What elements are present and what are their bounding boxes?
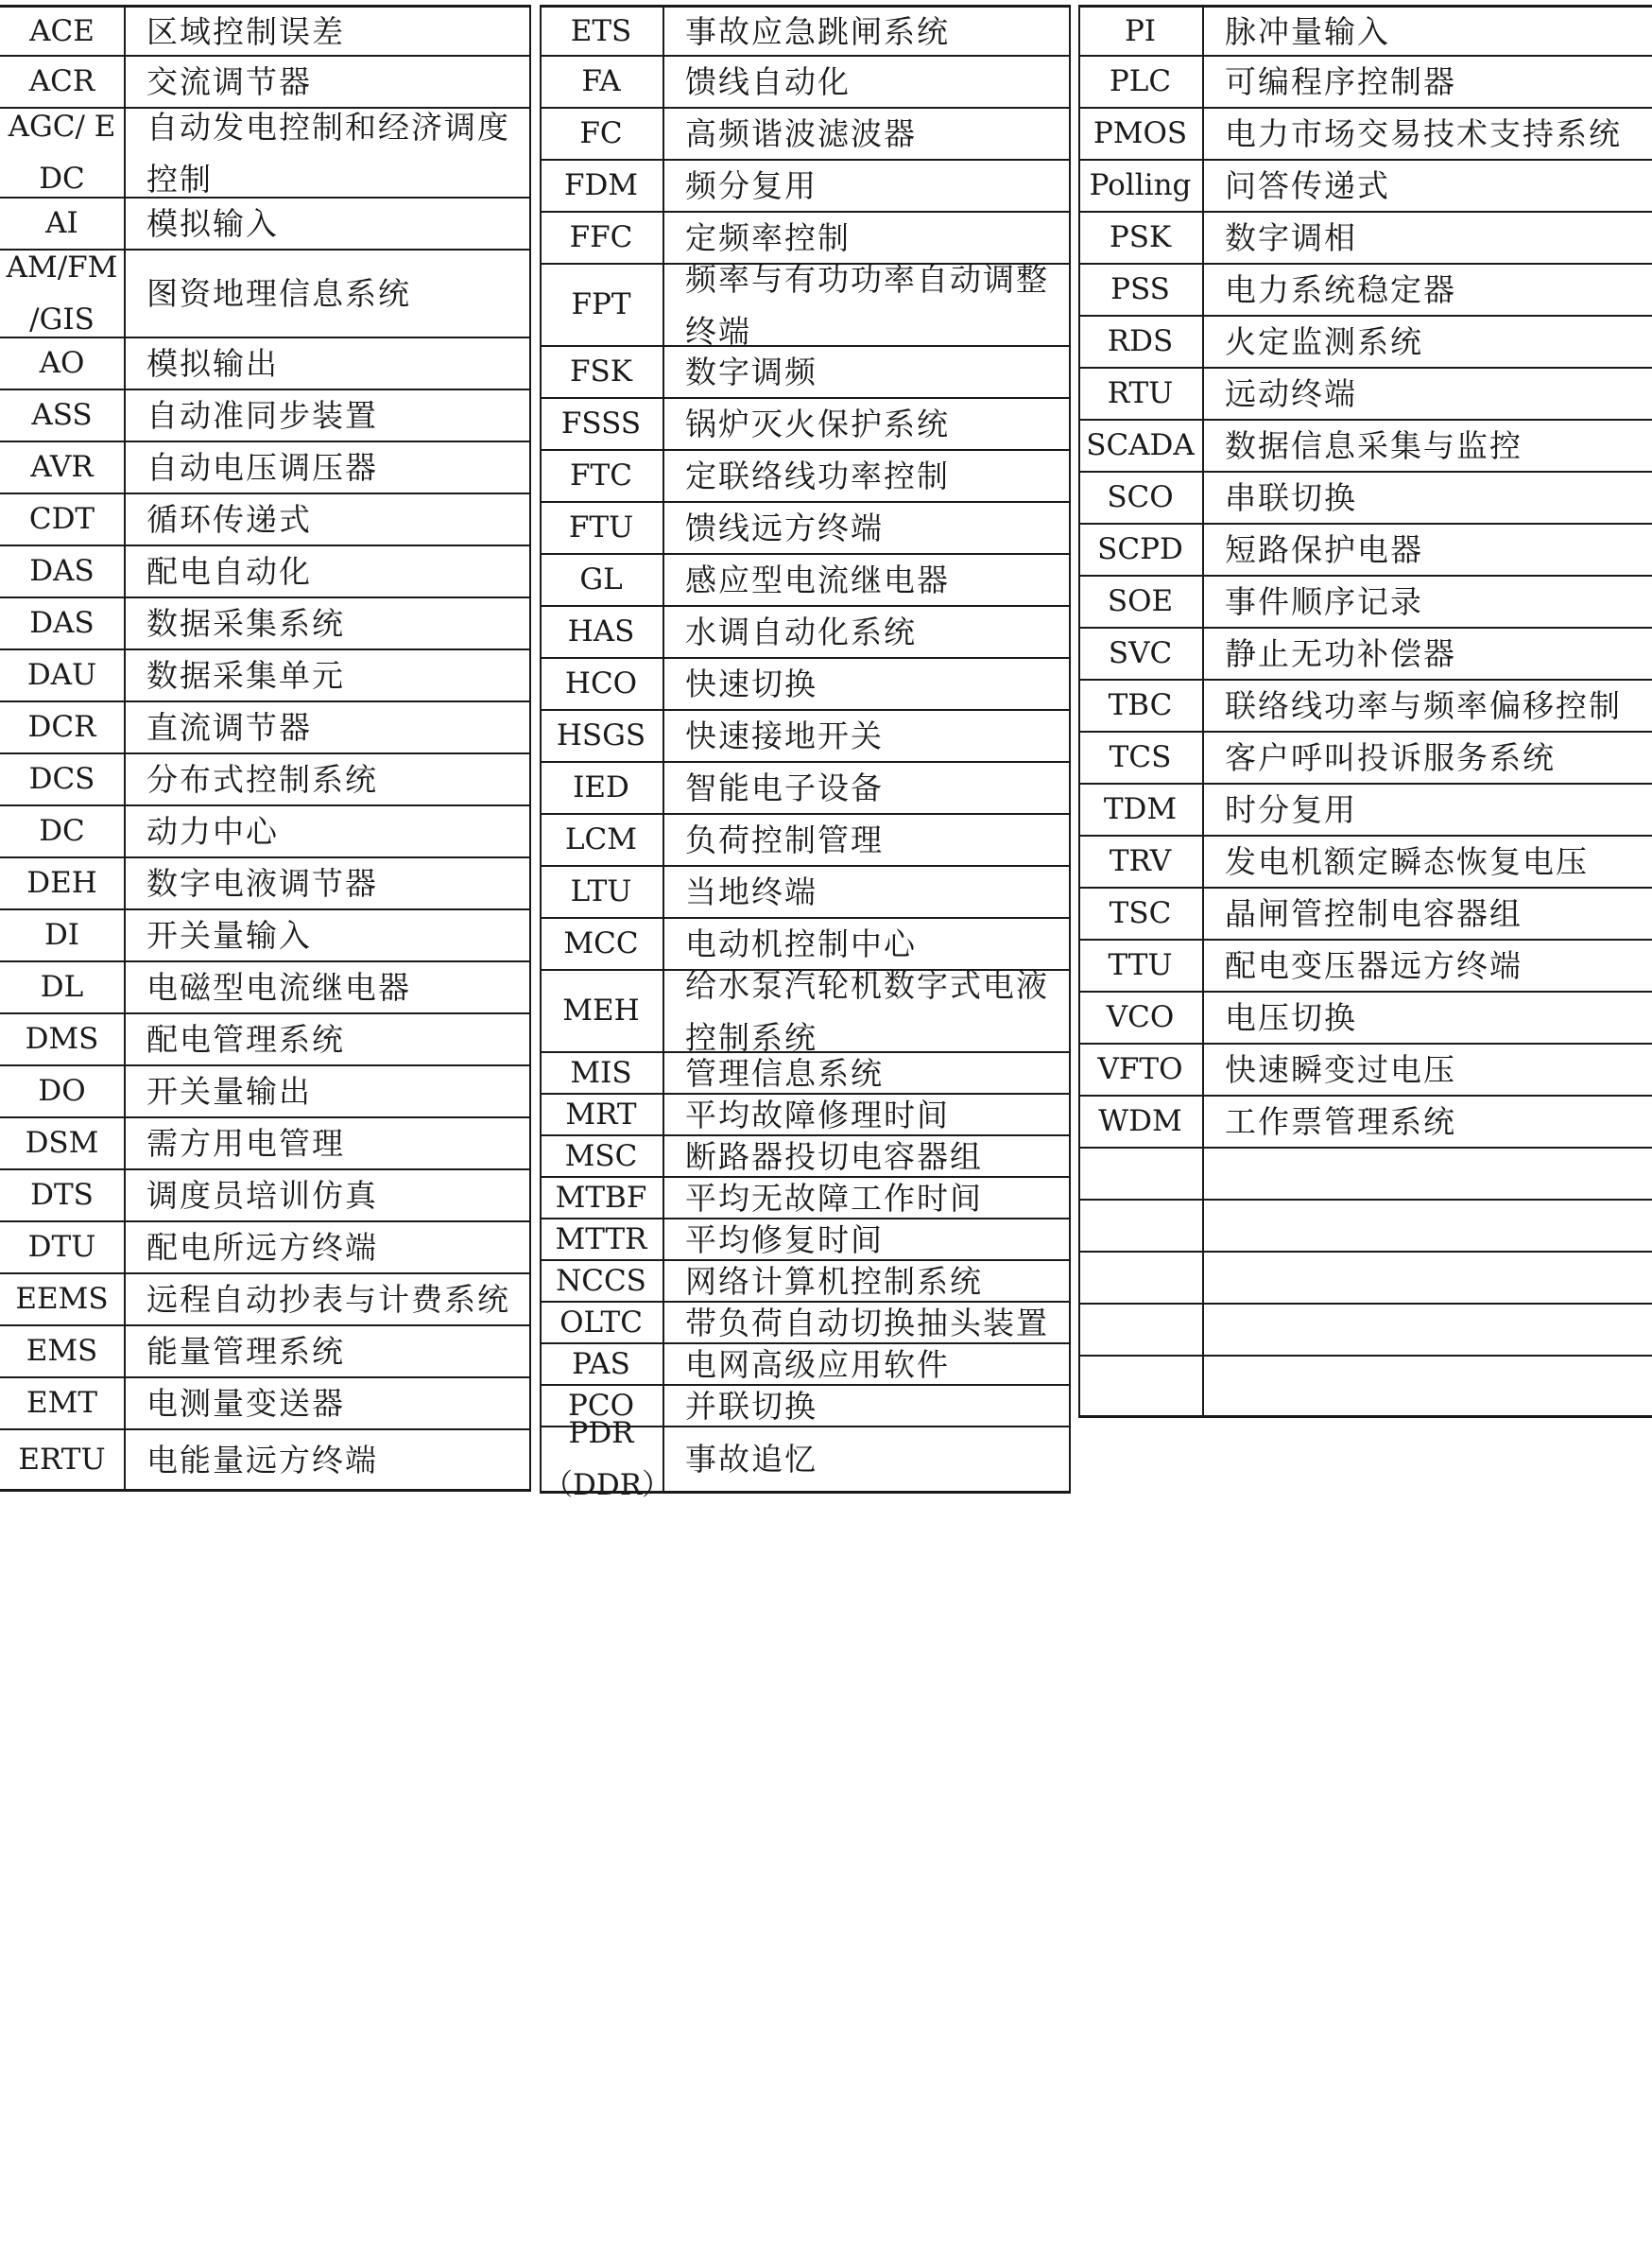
table-row (0, 650, 531, 702)
table-row (540, 260, 1071, 350)
abbreviation-cell: RDS (1078, 317, 1204, 367)
table-row (1078, 629, 1652, 681)
table-row (540, 347, 1071, 399)
description-cell: 网络计算机控制系统 (685, 1262, 983, 1300)
description-cell: 模拟输入 (146, 205, 279, 242)
description-cell: 快速切换 (685, 666, 817, 702)
abbreviation-cell: TBC (1078, 681, 1204, 731)
description-cell: 电网高级应用软件 (685, 1345, 950, 1383)
description-cell: 事件顺序记录 (1225, 583, 1423, 620)
description-cell: 调度员培训仿真 (146, 1177, 378, 1214)
table-row (540, 399, 1071, 451)
abbreviation-cell: LTU (540, 867, 664, 917)
abbreviation-cell: DMS (0, 1014, 126, 1064)
table-row (0, 1014, 531, 1066)
description-cell: 给水泵汽轮机数字式电液控制系统 (685, 966, 1049, 1056)
abbreviation-cell: SCPD (1078, 525, 1204, 575)
description-cell: 快速瞬变过电压 (1225, 1051, 1456, 1088)
description-cell: 区域控制误差 (146, 12, 345, 50)
abbreviation-cell: DI (0, 910, 126, 960)
table-row (1078, 473, 1652, 525)
abbreviation-cell: EMT (0, 1378, 126, 1428)
abbreviation-cell: NCCS (540, 1261, 664, 1301)
table-row (1078, 837, 1652, 889)
description-cell: 馈线远方终端 (685, 510, 884, 546)
description-cell: 平均修复时间 (685, 1220, 884, 1258)
table-column-1 (0, 5, 531, 1492)
abbreviation-cell: PCO (540, 1386, 664, 1426)
description-cell: 配电管理系统 (146, 1021, 345, 1058)
abbreviation-cell: FFC (540, 213, 664, 263)
abbreviation-cell: ACR (0, 57, 126, 107)
description-cell: 频率与有功功率自动调整终端 (685, 260, 1049, 350)
table-row (1078, 525, 1652, 577)
description-cell (1204, 1253, 1652, 1303)
description-cell: 开关量输入 (146, 917, 312, 954)
abbreviation-cell: ACE (0, 8, 126, 55)
description-cell: 短路保护电器 (1225, 531, 1423, 568)
description-cell: 智能电子设备 (685, 770, 884, 806)
abbreviation-cell: DTS (0, 1170, 126, 1220)
table-row (1078, 161, 1652, 213)
table-row (0, 442, 531, 494)
abbreviation-cell: DSM (0, 1118, 126, 1168)
description-cell: 发电机额定瞬态恢复电压 (1225, 843, 1589, 880)
abbreviation-cell: FPT (540, 265, 664, 345)
table-row (540, 109, 1071, 161)
table-row (0, 598, 531, 650)
abbreviation-cell: Polling (1078, 161, 1204, 211)
description-cell: 电力市场交易技术支持系统 (1225, 115, 1622, 152)
description-cell: 数字电液调节器 (146, 865, 378, 902)
description-cell: 电磁型电流继电器 (146, 969, 411, 1006)
abbreviation-cell (1078, 1357, 1204, 1415)
description-cell: 分布式控制系统 (146, 761, 378, 798)
abbreviation-cell: SCO (1078, 473, 1204, 523)
abbreviation-cell: DAS (0, 546, 126, 597)
description-cell: 锅炉灭火保护系统 (685, 406, 950, 442)
table-row (0, 1326, 531, 1378)
abbreviation-cell: PMOS (1078, 109, 1204, 159)
description-cell: 晶闸管控制电容器组 (1225, 895, 1523, 932)
table-row (540, 555, 1071, 607)
table-row (0, 338, 531, 390)
abbreviation-cell (1078, 1201, 1204, 1251)
abbreviation-cell: WDM (1078, 1097, 1204, 1147)
table-row (1078, 993, 1652, 1045)
description-cell: 管理信息系统 (685, 1054, 884, 1092)
abbreviation-cell: HSGS (540, 711, 664, 761)
description-cell: 配电变压器远方终端 (1225, 947, 1523, 984)
table-row (0, 390, 531, 442)
description-cell: 电力系统稳定器 (1225, 271, 1456, 308)
table-row (1078, 213, 1652, 265)
description-cell (1204, 1149, 1652, 1199)
description-cell: 脉冲量输入 (1225, 12, 1390, 50)
description-cell: 高频谐波滤波器 (685, 115, 917, 152)
description-cell: 问答传递式 (1225, 167, 1390, 204)
table-row (540, 503, 1071, 555)
table-row (1078, 265, 1652, 317)
table-row (1078, 1149, 1652, 1201)
description-cell: 电动机控制中心 (685, 925, 917, 962)
table-row (540, 815, 1071, 867)
table-row (1078, 1305, 1652, 1357)
description-cell: 时分复用 (1225, 791, 1357, 828)
table-row (0, 8, 531, 57)
description-cell: 电测量变送器 (146, 1385, 345, 1422)
description-cell: 定频率控制 (685, 219, 851, 256)
description-cell: 平均故障修理时间 (685, 1096, 950, 1133)
abbreviation-cell: DCR (0, 702, 126, 752)
description-cell: 需方用电管理 (146, 1125, 345, 1162)
description-cell: 电压切换 (1225, 999, 1357, 1036)
description-cell: 循环传递式 (146, 501, 312, 538)
description-cell: 开关量输出 (146, 1073, 312, 1110)
table-row (0, 1378, 531, 1430)
table-column-3 (1078, 5, 1652, 1418)
table-row (0, 1274, 531, 1326)
abbreviation-cell: AO (0, 338, 126, 389)
abbreviation-cell: MIS (540, 1053, 664, 1093)
table-row (0, 858, 531, 910)
table-row (540, 1415, 1071, 1502)
table-row (540, 763, 1071, 815)
table-row (0, 494, 531, 546)
description-cell (1204, 1201, 1652, 1251)
abbreviation-cell: CDT (0, 494, 126, 545)
abbreviation-cell: SCADA (1078, 421, 1204, 471)
abbreviation-cell: MCC (540, 919, 664, 969)
abbreviation-cell: HCO (540, 659, 664, 709)
abbreviation-cell: DAS (0, 598, 126, 648)
abbreviation-cell: MSC (540, 1136, 664, 1176)
abbreviation-cell: PLC (1078, 57, 1204, 107)
description-cell: 自动准同步装置 (146, 397, 378, 434)
description-cell: 能量管理系统 (146, 1333, 345, 1370)
abbreviation-cell: TCS (1078, 733, 1204, 783)
description-cell: 数字调相 (1225, 219, 1357, 256)
table-row (1078, 57, 1652, 109)
abbreviation-cell: FTC (540, 451, 664, 501)
abbreviation-cell: ETS (540, 8, 664, 55)
description-cell: 带负荷自动切换抽头装置 (685, 1304, 1049, 1341)
description-cell: 事故应急跳闸系统 (685, 12, 950, 50)
abbreviation-cell: GL (540, 555, 664, 605)
table-row (1078, 109, 1652, 161)
table-row (1078, 1253, 1652, 1305)
table-row (0, 1066, 531, 1118)
description-cell: 交流调节器 (146, 63, 312, 100)
description-cell: 水调自动化系统 (685, 614, 917, 650)
abbreviation-cell: DTU (0, 1222, 126, 1272)
description-cell: 可编程序控制器 (1225, 63, 1456, 100)
abbreviation-cell: MTBF (540, 1178, 664, 1218)
abbreviation-cell: TSC (1078, 889, 1204, 939)
abbreviation-cell: AGC/ EDC (0, 109, 126, 197)
table-row (1078, 577, 1652, 629)
abbreviation-cell: FC (540, 109, 664, 159)
description-cell: 快速接地开关 (685, 718, 884, 754)
abbreviation-cell: SOE (1078, 577, 1204, 627)
abbreviation-cell: PSK (1078, 213, 1204, 263)
abbreviation-cell (1078, 1253, 1204, 1303)
table-row (540, 966, 1071, 1056)
description-cell: 配电所远方终端 (146, 1229, 378, 1266)
table-row (540, 867, 1071, 919)
description-cell: 数据采集系统 (146, 605, 345, 642)
abbreviation-cell: VFTO (1078, 1045, 1204, 1095)
abbreviation-cell: TDM (1078, 785, 1204, 835)
table-row (0, 1222, 531, 1274)
table-row (1078, 421, 1652, 473)
description-cell: 平均无故障工作时间 (685, 1179, 983, 1217)
description-cell: 并联切换 (685, 1387, 817, 1425)
abbreviation-cell: EMS (0, 1326, 126, 1376)
description-cell: 远动终端 (1225, 375, 1357, 412)
table-row (540, 607, 1071, 659)
description-cell: 电能量远方终端 (146, 1441, 378, 1478)
abbreviation-cell: AVR (0, 442, 126, 493)
abbreviation-cell: DL (0, 962, 126, 1012)
abbreviation-cell: FA (540, 57, 664, 107)
table-row (1078, 785, 1652, 837)
table-row (0, 806, 531, 858)
description-cell: 模拟输出 (146, 345, 279, 382)
description-cell: 负荷控制管理 (685, 821, 884, 858)
abbreviation-cell: FSK (540, 347, 664, 397)
description-cell: 断路器投切电容器组 (685, 1137, 983, 1175)
table-row (0, 251, 531, 338)
abbreviation-cell (1078, 1305, 1204, 1355)
table-row (540, 8, 1071, 57)
table-column-2 (540, 5, 1071, 1502)
description-cell: 自动电压调压器 (146, 449, 378, 486)
abbreviation-cell: PI (1078, 8, 1204, 55)
table-row (540, 161, 1071, 213)
table-row (1078, 681, 1652, 733)
table-row (0, 754, 531, 806)
abbreviation-cell: ERTU (0, 1430, 126, 1489)
abbreviation-cell: VCO (1078, 993, 1204, 1043)
abbreviation-cell: FSSS (540, 399, 664, 449)
description-cell: 配电自动化 (146, 553, 312, 590)
table-row (540, 451, 1071, 503)
description-cell: 静止无功补偿器 (1225, 635, 1456, 672)
description-cell: 动力中心 (146, 813, 279, 850)
table-row (1078, 941, 1652, 993)
table-row (1078, 317, 1652, 369)
description-cell: 频分复用 (685, 167, 817, 204)
table-row (1078, 369, 1652, 421)
abbreviation-cell: MEH (540, 971, 664, 1051)
abbreviation-cell: HAS (540, 607, 664, 657)
table-row (0, 109, 531, 199)
abbreviation-cell: DCS (0, 754, 126, 804)
description-cell (1204, 1357, 1652, 1415)
table-row (1078, 8, 1652, 57)
abbreviation-cell: PAS (540, 1344, 664, 1384)
description-cell: 图资地理信息系统 (146, 275, 411, 312)
description-cell: 馈线自动化 (685, 63, 851, 100)
abbreviation-cell: TRV (1078, 837, 1204, 887)
table-row (1078, 1045, 1652, 1097)
table-row (0, 546, 531, 598)
description-cell (1204, 1305, 1652, 1355)
description-cell: 数据采集单元 (146, 657, 345, 694)
description-cell: 直流调节器 (146, 709, 312, 746)
abbreviation-cell: FTU (540, 503, 664, 553)
table-row (1078, 889, 1652, 941)
description-cell: 火定监测系统 (1225, 323, 1423, 360)
abbreviation-cell: TTU (1078, 941, 1204, 991)
table-row (540, 57, 1071, 109)
table-row (0, 1170, 531, 1222)
description-cell: 数字调频 (685, 354, 817, 390)
table-row (0, 962, 531, 1014)
description-cell: 串联切换 (1225, 479, 1357, 516)
table-row (1078, 1097, 1652, 1149)
abbreviation-cell: EEMS (0, 1274, 126, 1324)
abbreviation-cell: PSS (1078, 265, 1204, 315)
table-row (0, 1430, 531, 1489)
description-cell: 工作票管理系统 (1225, 1103, 1456, 1140)
description-cell: 感应型电流继电器 (685, 562, 950, 598)
table-row (540, 711, 1071, 763)
abbreviation-cell: DEH (0, 858, 126, 908)
description-cell: 数据信息采集与监控 (1225, 427, 1523, 464)
description-cell: 定联络线功率控制 (685, 458, 950, 494)
abbreviation-cell: OLTC (540, 1303, 664, 1342)
abbreviation-cell: LCM (540, 815, 664, 865)
description-cell: 联络线功率与频率偏移控制 (1225, 687, 1622, 724)
description-cell: 自动发电控制和经济调度控制 (146, 108, 510, 198)
abbreviation-cell: MTTR (540, 1219, 664, 1259)
abbreviation-cell: DO (0, 1066, 126, 1116)
abbreviation-cell: IED (540, 763, 664, 813)
description-cell: 当地终端 (685, 873, 817, 910)
table-row (540, 659, 1071, 711)
abbreviation-cell: SVC (1078, 629, 1204, 679)
abbreviation-cell: AM/FM /GIS (0, 251, 126, 337)
table-row (0, 910, 531, 962)
abbreviation-cell: FDM (540, 161, 664, 211)
abbreviation-cell: ASS (0, 390, 126, 441)
description-cell: 远程自动抄表与计费系统 (146, 1281, 510, 1318)
abbreviation-cell: RTU (1078, 369, 1204, 419)
abbreviation-cell: DAU (0, 650, 126, 700)
abbreviation-cell: DC (0, 806, 126, 856)
table-row (0, 702, 531, 754)
table-row (1078, 1201, 1652, 1253)
abbreviation-cell: PDR （DDR） (540, 1427, 664, 1491)
table-row (1078, 1357, 1652, 1415)
description-cell: 事故追忆 (685, 1441, 817, 1478)
table-row (1078, 733, 1652, 785)
table-row (0, 1118, 531, 1170)
abbreviation-cell: AI (0, 199, 126, 249)
abbreviation-cell: MRT (540, 1095, 664, 1134)
description-cell: 客户呼叫投诉服务系统 (1225, 739, 1556, 776)
abbreviation-cell (1078, 1149, 1204, 1199)
